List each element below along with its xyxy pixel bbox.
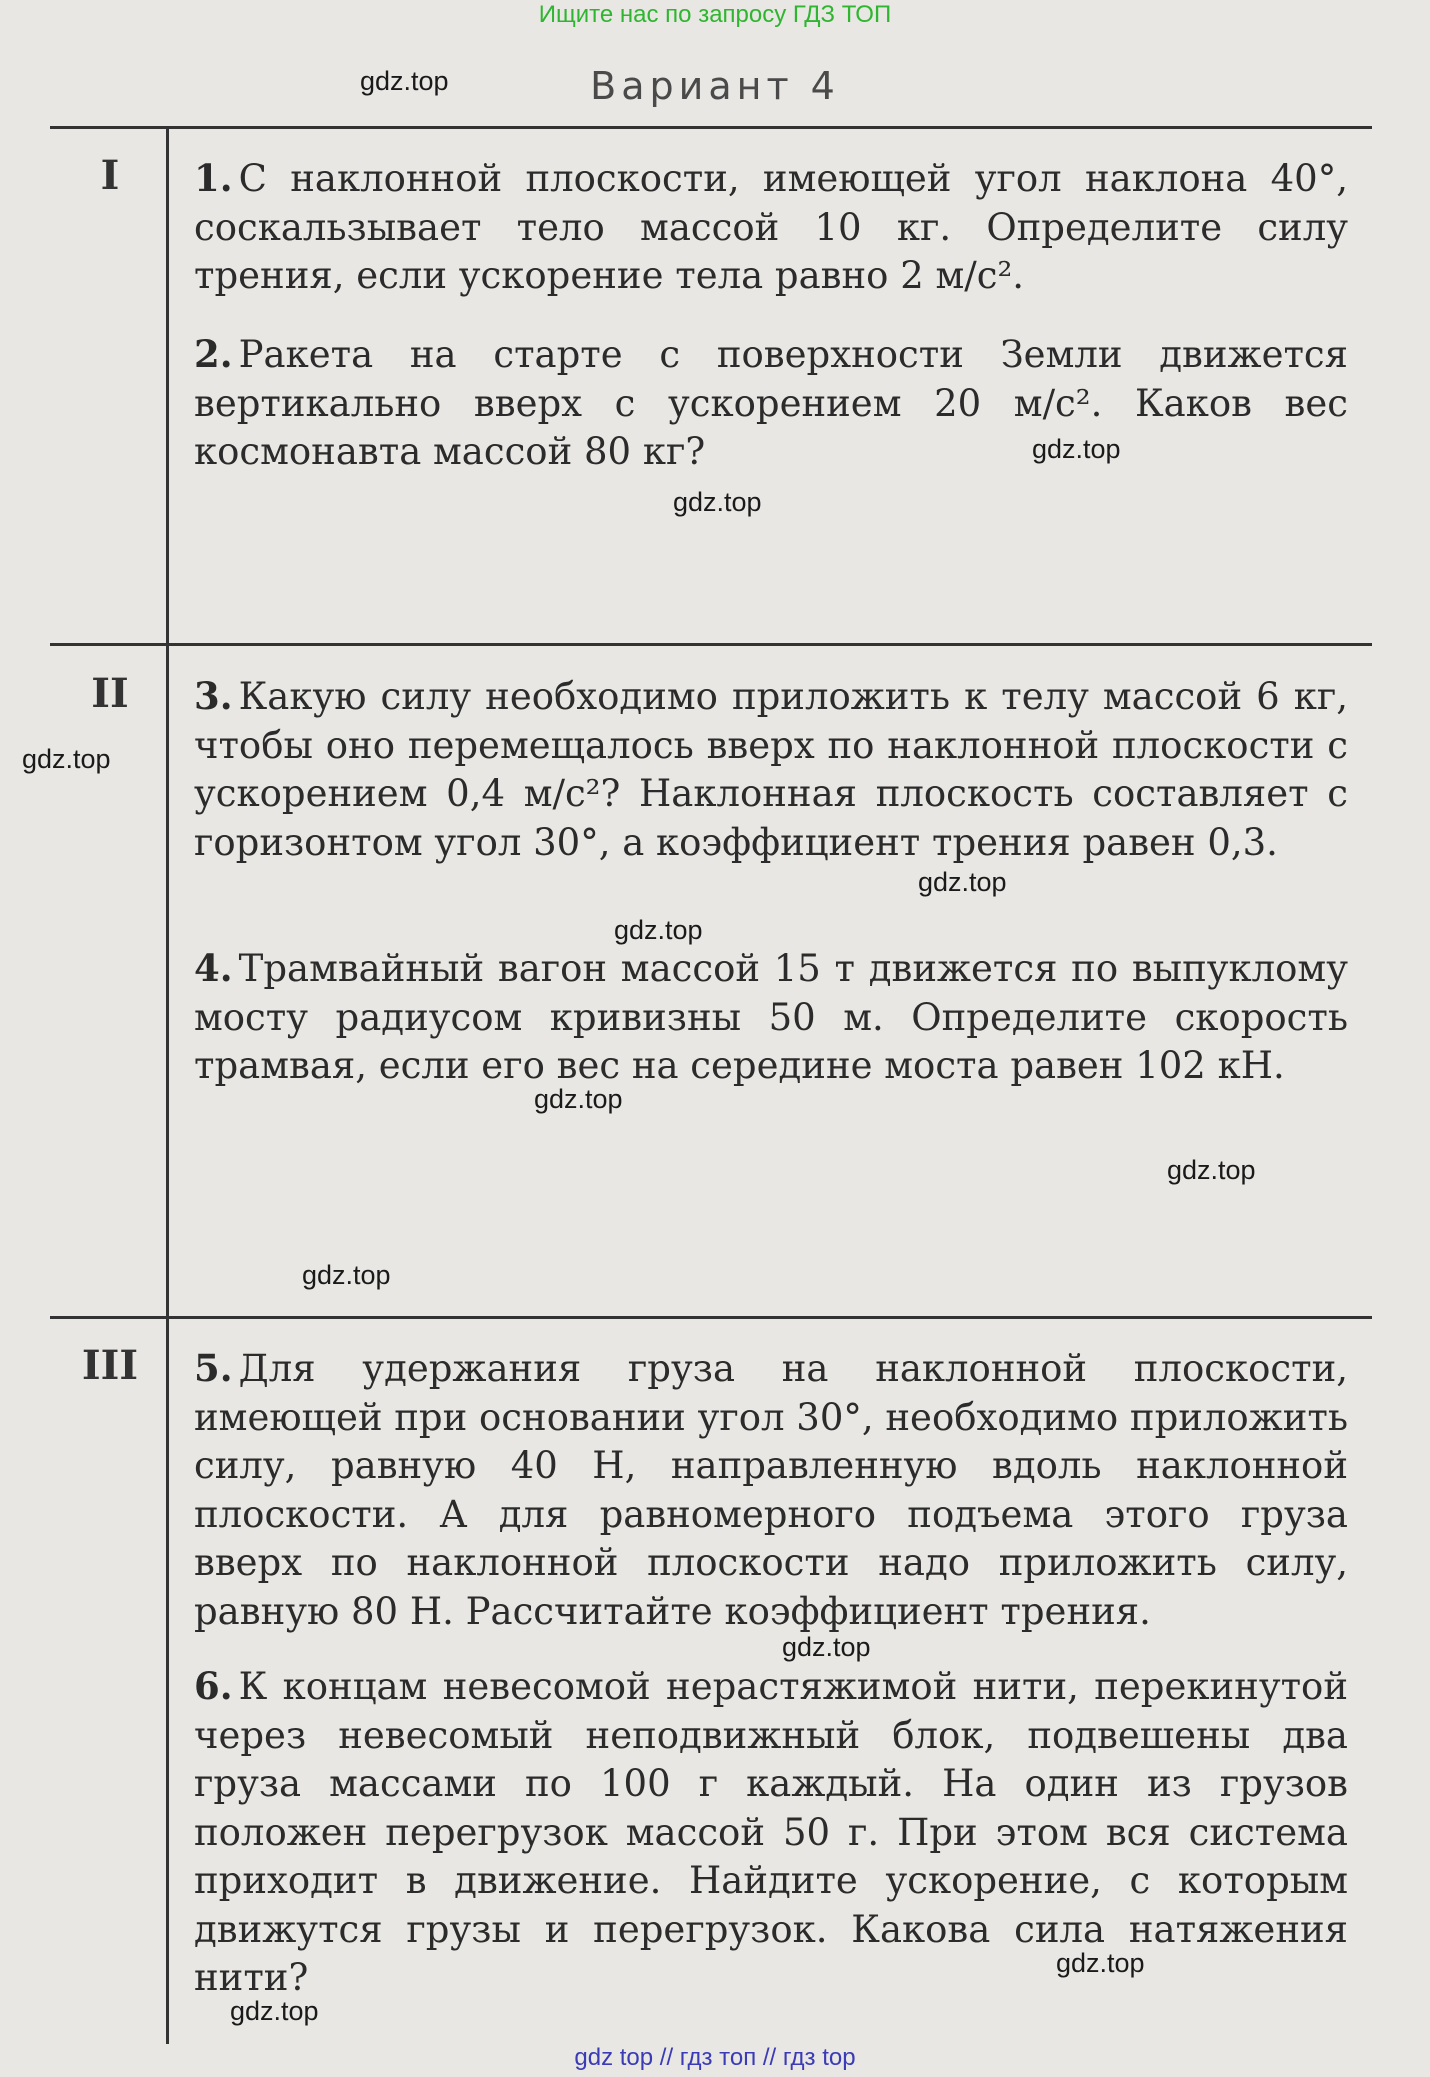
section-numeral-3: III (81, 1342, 139, 1389)
table-rule-2 (50, 1316, 1372, 1319)
table-column-divider (166, 126, 169, 2044)
bottom-banner: gdz top // гдз топ // гдз top (574, 2044, 856, 2071)
watermark: gdz.top (302, 1260, 391, 1290)
watermark: gdz.top (1032, 434, 1121, 464)
task-text: К концам невесомой нерастяжимой нити, перекинутой через невесомый неподвижный блок, подвешены два груза массами по 100 г каждый. На один из грузов положен перегрузок массой 50 г. При этом вся система приходит в движение. Найдите ускорение, с которым движутся грузы и перегрузок. Какова сила натяжения нити? (194, 1665, 1348, 1999)
task-3 (194, 672, 1348, 867)
section-numeral-2: II (91, 670, 129, 717)
table-rule-top (50, 126, 1372, 129)
task-number: 6. (194, 1664, 233, 1708)
task-2 (194, 330, 1348, 477)
watermark: gdz.top (534, 1084, 623, 1114)
task-number: 3. (194, 674, 233, 718)
task-5 (194, 1344, 1348, 1636)
task-number: 1. (194, 156, 233, 200)
watermark: gdz.top (22, 744, 111, 774)
watermark: gdz.top (673, 487, 762, 517)
task-text: Какую силу необходимо приложить к телу массой 6 кг, чтобы оно перемещалось вверх по наклонной плоскости с ускорением 0,4 м/с²? Наклонная плоскость составляет с горизонтом угол 30°, а коэффициент трения равен 0,3. (194, 675, 1348, 864)
top-banner: Ищите нас по запросу ГДЗ ТОП (538, 1, 892, 28)
task-text: Для удержания груза на наклонной плоскости, имеющей при основании угол 30°, необходимо приложить силу, равную 40 Н, направленную вдоль наклонной плоскости. А для равномерного подъема этого груза вверх по наклонной плоскости надо приложить силу, равную 80 Н. Рассчитайте коэффициент трения. (194, 1347, 1349, 1633)
task-4 (194, 944, 1348, 1091)
task-6 (194, 1662, 1348, 2003)
watermark: gdz.top (1056, 1948, 1145, 1978)
task-text: Ракета на старте с поверхности Земли движется вертикально вверх с ускорением 20 м/с². Каков вес космонавта массой 80 кг? (194, 333, 1348, 473)
task-number: 4. (194, 946, 233, 990)
watermark: gdz.top (1167, 1155, 1256, 1185)
watermark: gdz.top (230, 1996, 319, 2026)
task-text: Трамвайный вагон массой 15 т движется по выпуклому мосту радиусом кривизны 50 м. Определите скорость трамвая, если его вес на середине моста равен 102 кН. (194, 947, 1348, 1087)
table-rule-1 (50, 643, 1372, 646)
task-1 (194, 154, 1348, 301)
watermark: gdz.top (918, 867, 1007, 897)
watermark: gdz.top (614, 915, 703, 945)
watermark: gdz.top (782, 1632, 871, 1662)
task-text: С наклонной плоскости, имеющей угол наклона 40°, соскальзывает тело массой 10 кг. Определите силу трения, если ускорение тела равно 2 м/с². (194, 157, 1348, 297)
watermark: gdz.top (360, 66, 449, 96)
section-numeral-1: I (100, 152, 120, 199)
task-number: 5. (194, 1346, 233, 1390)
variant-title: Вариант 4 (590, 64, 840, 108)
task-number: 2. (194, 332, 233, 376)
